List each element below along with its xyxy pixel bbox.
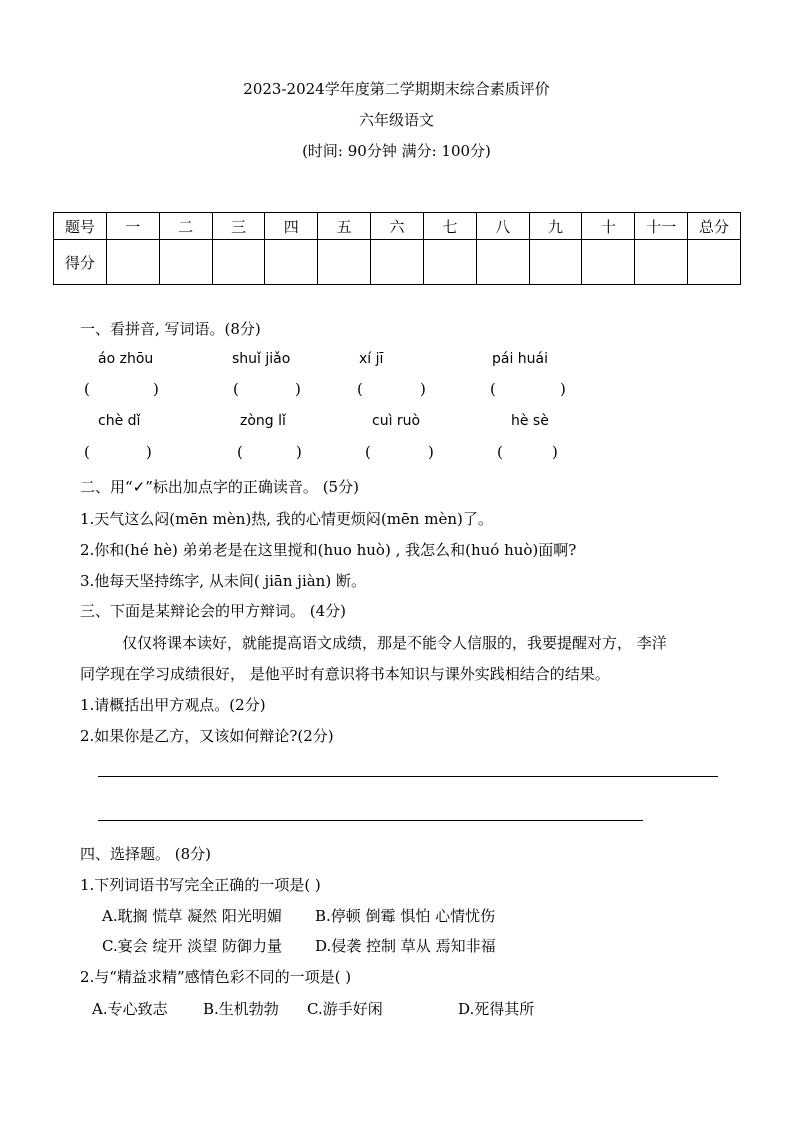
option-1c[interactable]: C.宴会 绽开 淡望 防御力量 xyxy=(102,937,283,955)
section3-question-1: 1.请概括出甲方观点。(2分) xyxy=(80,696,266,714)
answer-blank-5[interactable] xyxy=(100,443,142,463)
option-1b[interactable]: B.停顿 倒霉 惧怕 心情忧伤 xyxy=(315,907,496,925)
score-header-cell: 九 xyxy=(529,213,582,240)
section3-title: 三、下面是某辩论会的甲方辩词。 (4分) xyxy=(80,602,347,620)
blank-close: ) xyxy=(153,380,159,398)
answer-line-1[interactable] xyxy=(98,776,718,777)
score-cell[interactable] xyxy=(635,240,688,285)
score-cell[interactable] xyxy=(159,240,212,285)
pinyin-1: áo zhōu xyxy=(98,351,154,367)
pinyin-8: hè sè xyxy=(511,413,549,429)
section3-paragraph-line1: 仅仅将课本读好，就能提高语文成绩，那是不能令人信服的，我要提醒对方， 李洋 xyxy=(122,634,667,652)
blank-close: ) xyxy=(552,443,558,461)
score-cell[interactable] xyxy=(529,240,582,285)
score-header-cell: 五 xyxy=(318,213,371,240)
answer-line-2[interactable] xyxy=(98,820,643,821)
section2-question-1: 1.天气这么闷(mēn mèn)热, 我的心情更烦闷(mēn mèn)了。 xyxy=(80,510,493,528)
pinyin-2: shuǐ jiǎo xyxy=(232,351,291,367)
exam-subject: 六年级语文 xyxy=(358,111,434,129)
blank-open: ( xyxy=(357,380,363,398)
blank-open: ( xyxy=(84,380,90,398)
exam-title: 2023-2024学年度第二学期期末综合素质评价 xyxy=(243,80,550,98)
score-cell[interactable] xyxy=(265,240,318,285)
blank-close: ) xyxy=(560,380,566,398)
section2-title-post: ”标出加点字的正确读音。 (5分) xyxy=(145,478,359,496)
option-2b[interactable]: B.生机勃勃 xyxy=(203,1000,279,1018)
answer-blank-3[interactable] xyxy=(372,380,416,400)
blank-open: ( xyxy=(84,443,90,461)
section2-title xyxy=(80,476,359,497)
score-header-cell: 八 xyxy=(476,213,529,240)
score-header-cell: 六 xyxy=(371,213,424,240)
option-2a[interactable]: A.专心致志 xyxy=(92,1000,168,1018)
score-header-cell: 四 xyxy=(265,213,318,240)
score-cell[interactable] xyxy=(688,240,741,285)
option-2c[interactable]: C.游手好闲 xyxy=(307,1000,383,1018)
score-table xyxy=(53,212,741,285)
pinyin-7: cuì ruò xyxy=(372,413,421,429)
score-cell[interactable] xyxy=(318,240,371,285)
blank-close: ) xyxy=(296,443,302,461)
score-cell[interactable] xyxy=(423,240,476,285)
option-1d[interactable]: D.侵袭 控制 草从 焉知非福 xyxy=(315,937,496,955)
section3-paragraph-line2: 同学现在学习成绩很好， 是他平时有意识将书本知识与课外实践相结合的结果。 xyxy=(80,665,610,683)
score-header-cell: 十一 xyxy=(635,213,688,240)
blank-open: ( xyxy=(365,443,371,461)
answer-blank-2[interactable] xyxy=(248,380,290,400)
section2-title-pre: 二、用“ xyxy=(80,478,133,496)
section1-title: 一、看拼音, 写词语。(8分) xyxy=(80,320,261,338)
section3-question-2: 2.如果你是乙方，又该如何辩论?(2分) xyxy=(80,727,334,745)
blank-close: ) xyxy=(420,380,426,398)
blank-open: ( xyxy=(233,380,239,398)
answer-blank-6[interactable] xyxy=(252,443,292,463)
section4-question-1: 1.下列词语书写完全正确的一项是( ) xyxy=(80,876,321,894)
blank-close: ) xyxy=(146,443,152,461)
check-mark-icon: ✓ xyxy=(132,478,146,496)
score-table-header-row xyxy=(54,213,741,240)
score-header-cell: 十 xyxy=(582,213,635,240)
answer-blank-8[interactable] xyxy=(512,443,548,463)
score-header-cell: 总分 xyxy=(688,213,741,240)
section2-question-2: 2.你和(hé hè) 弟弟老是在这里搅和(huo huò) , 我怎么和(huó huò)面啊? xyxy=(80,541,577,559)
answer-blank-4[interactable] xyxy=(506,380,556,400)
score-header-cell: 题号 xyxy=(54,213,107,240)
answer-blank-1[interactable] xyxy=(100,380,148,400)
score-row-label: 得分 xyxy=(54,240,107,285)
score-cell[interactable] xyxy=(476,240,529,285)
pinyin-5: chè dǐ xyxy=(98,413,141,429)
pinyin-3: xí jī xyxy=(359,351,384,367)
section4-title: 四、选择题。 (8分) xyxy=(80,845,212,863)
score-header-cell: 二 xyxy=(159,213,212,240)
blank-close: ) xyxy=(428,443,434,461)
score-cell[interactable] xyxy=(582,240,635,285)
option-2d[interactable]: D.死得其所 xyxy=(458,1000,535,1018)
pinyin-4: pái huái xyxy=(492,351,549,367)
score-header-cell: 七 xyxy=(423,213,476,240)
exam-time-info: (时间: 90分钟 满分: 100分) xyxy=(302,142,491,160)
option-1a[interactable]: A.耽搁 慌草 凝然 阳光明媚 xyxy=(102,907,282,925)
score-cell[interactable] xyxy=(106,240,159,285)
section4-question-2: 2.与“精益求精”感情色彩不同的一项是( ) xyxy=(80,968,352,986)
score-cell[interactable] xyxy=(212,240,265,285)
score-header-cell: 一 xyxy=(106,213,159,240)
score-table-score-row xyxy=(54,240,741,285)
blank-open: ( xyxy=(490,380,496,398)
score-cell[interactable] xyxy=(371,240,424,285)
pinyin-6: zòng lǐ xyxy=(240,413,286,429)
blank-close: ) xyxy=(295,380,301,398)
section2-question-3: 3.他每天坚持练字, 从未间( jiān jiàn) 断。 xyxy=(80,572,366,590)
blank-open: ( xyxy=(237,443,243,461)
answer-blank-7[interactable] xyxy=(380,443,424,463)
blank-open: ( xyxy=(497,443,503,461)
score-header-cell: 三 xyxy=(212,213,265,240)
